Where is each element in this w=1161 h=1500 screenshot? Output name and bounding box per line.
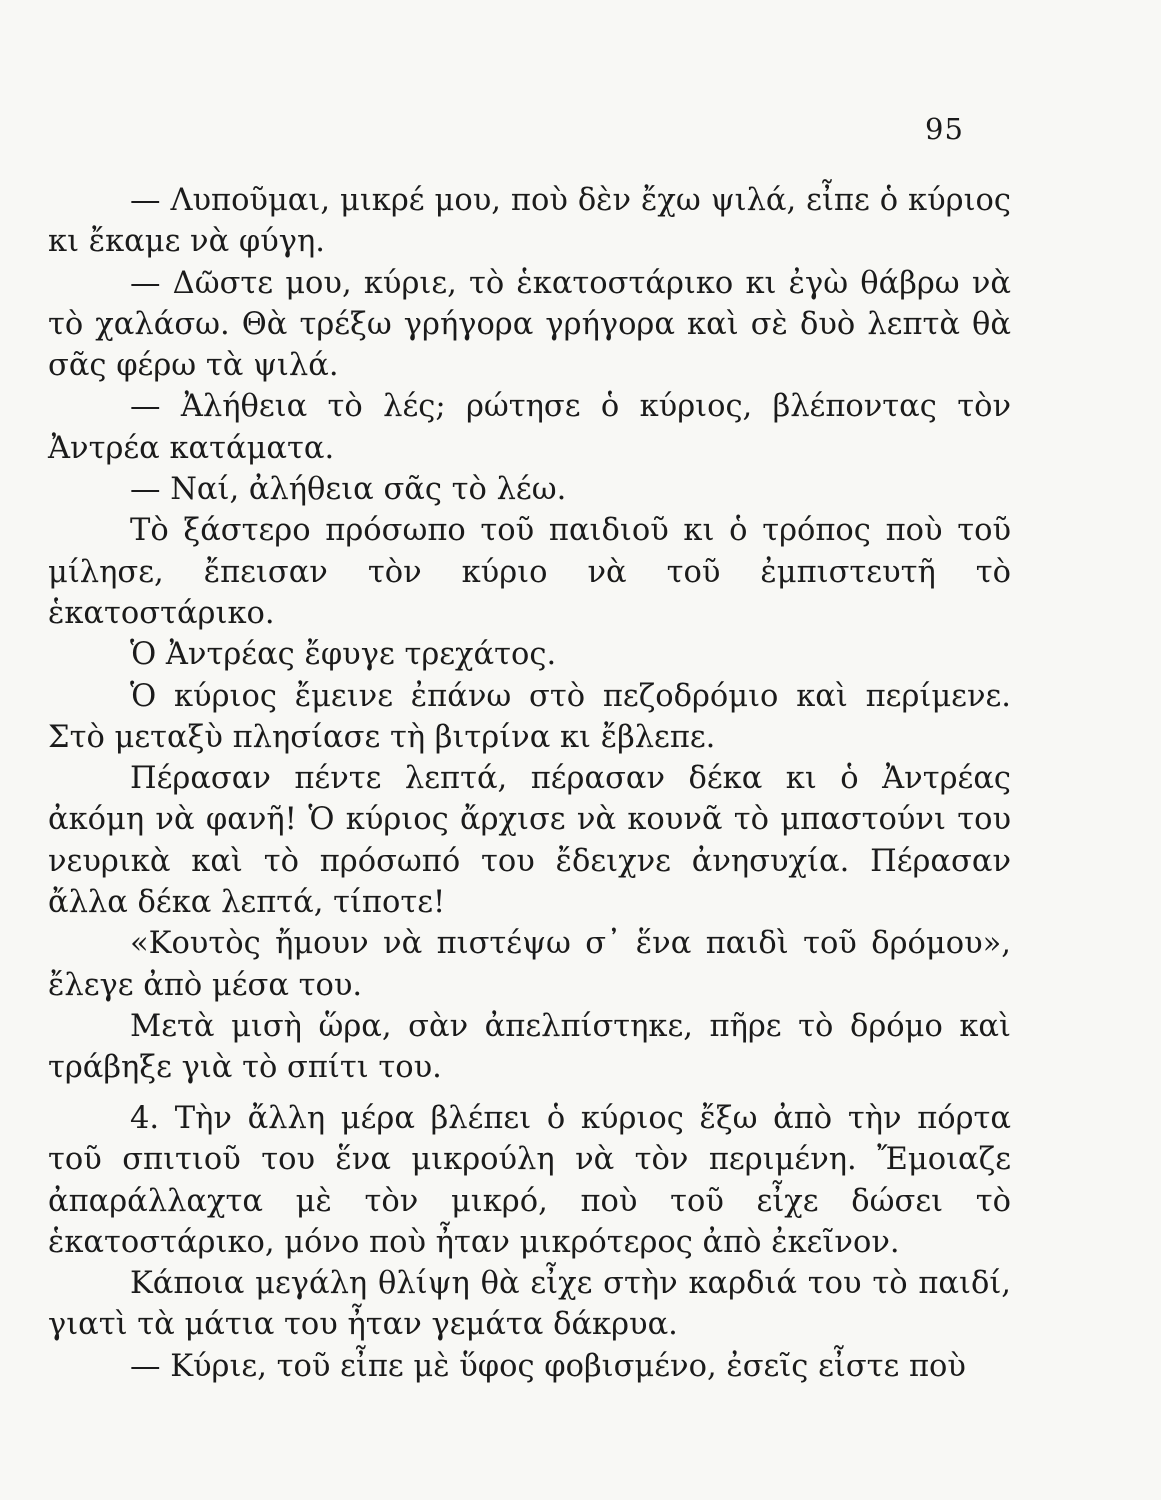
text-section-2 <box>48 1098 1011 1387</box>
paragraph: — Κύριε, τοῦ εἶπε μὲ ὕφος φοβισμένο, ἐσεῖς εἶστε ποὺ <box>130 1348 966 1384</box>
paragraph: — Δῶστε μου, κύριε, τὸ ἑκατοστάρικο κι ἐγὼ θάβρω νὰ τὸ χαλάσω. Θὰ τρέξω γρήγορα γρήγορα καὶ σὲ δυὸ λεπτὰ θὰ σᾶς φέρω τὰ ψιλά. <box>48 265 1011 384</box>
paragraph: — Ναί, ἀλήθεια σᾶς τὸ λέω. <box>130 472 567 508</box>
paragraph: Ὁ κύριος ἔμεινε ἐπάνω στὸ πεζοδρόμιο καὶ περίμενε. Στὸ μεταξὺ πλησίασε τὴ βιτρίνα κι ἔβλεπε. <box>48 678 1011 755</box>
text-section-1 <box>48 180 1011 1089</box>
paragraph: Τὸ ξάστερο πρόσωπο τοῦ παιδιοῦ κι ὁ τρόπος ποὺ τοῦ μίλησε, ἔπεισαν τὸν κύριο νὰ τοῦ ἐμπιστευτῆ τὸ ἑκατοστάρικο. <box>48 513 1011 631</box>
paragraph: «Κουτὸς ἤμουν νὰ πιστέψω σ᾽ ἕνα παιδὶ τοῦ δρόμου», ἔλεγε ἀπὸ μέσα του. <box>48 926 1011 1003</box>
page-number: 95 <box>925 112 964 146</box>
paragraph: Μετὰ μισὴ ὥρα, σὰν ἀπελπίστηκε, πῆρε τὸ δρόμο καὶ τράβηξε γιὰ τὸ σπίτι του. <box>48 1008 1011 1086</box>
paragraph: 4. Τὴν ἄλλη μέρα βλέπει ὁ κύριος ἔξω ἀπὸ τὴν πόρτα τοῦ σπιτιοῦ του ἕνα μικρούλη νὰ τὸν περιμένη. Ἔμοιαζε ἀπαράλλαχτα μὲ τὸν μικρό, ποὺ τοῦ εἶχε δώσει τὸ ἑκατοστάρικο, μόνο ποὺ ἦταν μικρότερος ἀπὸ ἐκεῖνον. <box>48 1101 1011 1260</box>
paragraph: Ὁ Ἀντρέας ἔφυγε τρεχάτος. <box>130 637 557 673</box>
paragraph: Πέρασαν πέντε λεπτά, πέρασαν δέκα κι ὁ Ἀντρέας ἀκόμη νὰ φανῆ! Ὁ κύριος ἄρχισε νὰ κουνᾶ τὸ μπαστούνι του νευρικὰ καὶ τὸ πρόσωπό του ἔδειχνε ἀνησυχία. Πέρασαν ἄλλα δέκα λεπτά, τίποτε! <box>48 761 1011 921</box>
paragraph: Κάποια μεγάλη θλίψη θὰ εἶχε στὴν καρδιά του τὸ παιδί, γιατὶ τὰ μάτια του ἦταν γεμάτα δάκρυα. <box>48 1266 1011 1343</box>
paragraph: — Ἀλήθεια τὸ λές; ρώτησε ὁ κύριος, βλέποντας τὸν Ἀντρέα κατάματα. <box>48 389 1011 466</box>
paragraph: — Λυποῦμαι, μικρέ μου, ποὺ δὲν ἔχω ψιλά, εἶπε ὁ κύριος κι ἔκαμε νὰ φύγη. <box>48 183 1011 260</box>
